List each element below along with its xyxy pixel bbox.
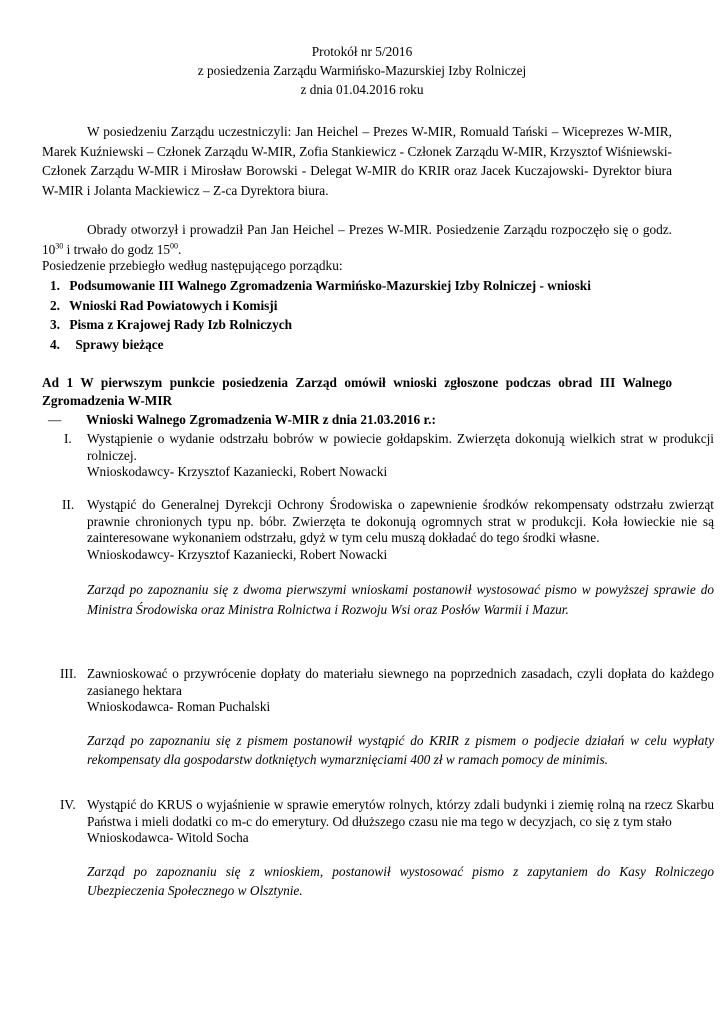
agenda-item: 3. Pisma z Krajowej Rady Izb Rolniczych: [50, 317, 293, 332]
motion-text: Zawnioskować o przywrócenie dopłaty do materiału siewnego na poprzednich zasadach, czyli dopłata do każdego zasianego hektara: [87, 666, 714, 698]
section1-subheading-row: [42, 412, 682, 429]
opening-text-a: Obrady otworzył i prowadził Pan Jan Heichel – Prezes W-MIR. Posiedzenie Zarządu rozpoczęło się o godz. 10: [42, 222, 672, 257]
opening-paragraph: [42, 220, 672, 259]
agenda-intro: Posiedzenie przebiegło według następującego porządku:: [42, 258, 343, 273]
protocol-date: z dnia 01.04.2016 roku: [300, 82, 424, 97]
opening-text-c: .: [178, 241, 182, 257]
protocol-subtitle: z posiedzenia Zarządu Warmińsko-Mazurskiej Izby Rolniczej: [197, 63, 527, 78]
agenda-item: 1. Podsumowanie III Walnego Zgromadzenia Warmińsko-Mazurskiej Izby Rolniczej - wnioski: [50, 278, 591, 293]
roman-numeral: I.: [64, 431, 72, 446]
motion-authors: Wnioskodawcy- Krzysztof Kazaniecki, Robert Nowacki: [87, 464, 388, 480]
agenda-item: 4. Sprawy bieżące: [50, 336, 164, 352]
board-decision: Zarząd po zapoznaniu się z pismem postanowił wystąpić do KRIR z pismem o podjecie działań w celu wypłaty rekompensaty dla gospodarstw dotkniętych wymarznięciami 400 zł w ramach pomocy de minimis.: [87, 732, 714, 768]
agenda-list: [50, 276, 690, 354]
motion-authors: Wnioskodawcy- Krzysztof Kazaniecki, Robert Nowacki: [87, 546, 388, 562]
roman-numeral: II.: [62, 497, 75, 512]
roman-numeral: III.: [60, 666, 77, 681]
section1-subheading: Wnioski Walnego Zgromadzenia W-MIR z dnia 21.03.2016 r.:: [86, 412, 436, 427]
attendees-paragraph: W posiedzeniu Zarządu uczestniczyli: Jan Heichel – Prezes W-MIR, Romuald Tański – Wiceprezes W-MIR, Marek Kuźniewski – Członek Zarządu W-MIR, Zofia Stankiewicz - Członek Zarządu W-MIR, Krzysztof Wiśniewski- Członek Zarządu W-MIR i Mirosław Borowski - Delegat W-MIR do KRIR oraz Jacek Kuczajowski- Dyrektor biura W-MIR i Jolanta Mackiewicz – Z-ca Dyrektora biura.: [42, 124, 672, 198]
roman-numeral: IV.: [60, 797, 76, 812]
motion-authors: Wnioskodawca- Roman Puchalski: [87, 699, 271, 715]
motion-authors: Wnioskodawca- Witold Socha: [87, 830, 249, 846]
agenda-item: 2. Wnioski Rad Powiatowych i Komisji: [50, 297, 278, 313]
board-decision: Zarząd po zapoznaniu się z dwoma pierwszymi wnioskami postanowił wystosować pismo w powyższej sprawie do Ministra Środowiska oraz Ministra Rolnictwa i Rozwoju Wsi oraz Posłów Warmii i Mazur.: [87, 582, 714, 617]
board-decision: Zarząd po zapoznaniu się z wnioskiem, postanowił wystosować pismo z zapytaniem do Kasy Rolniczego Ubezpieczenia Społecznego w Olsztynie.: [87, 863, 714, 899]
opening-time-minutes: 30: [55, 241, 64, 251]
section1-heading: Ad 1 W pierwszym punkcie posiedzenia Zarząd omówił wnioski zgłoszone podczas obrad III Walnego Zgromadzenia W-MIR: [42, 375, 672, 408]
closing-time-minutes: 00: [170, 241, 179, 251]
motion-text: Wystąpić do KRUS o wyjaśnienie w sprawie emerytów rolnych, którzy zdali budynki i ziemię rolną na rzecz Skarbu Państwa i mieli dodatki co m-c do emerytury. Od dłuższego czasu nie ma tego w decyzjach, co się z tym stało: [87, 797, 714, 829]
protocol-title: Protokół nr 5/2016: [311, 44, 413, 59]
document-header: [0, 42, 724, 99]
opening-text-b: i trwało do godz 15: [63, 241, 171, 257]
motion-text: Wystąpienie o wydanie odstrzału bobrów w powiecie gołdapskim. Zwierzęta dokonują wielkich strat w produkcji rolniczej.: [87, 431, 714, 463]
dash-bullet: —: [48, 412, 62, 427]
motion-text: Wystąpić do Generalnej Dyrekcji Ochrony Środowiska o zapewnienie środków rekompensaty odstrzału zwierząt prawnie chronionych typu np. bóbr. Zwierzęta te dokonują ogromnych strat w produkcji. Koła łowieckie nie są zainteresowane wykonaniem odstrzału, gdyż w tym celu muszą dokładać do tego środki własne.: [87, 497, 714, 546]
